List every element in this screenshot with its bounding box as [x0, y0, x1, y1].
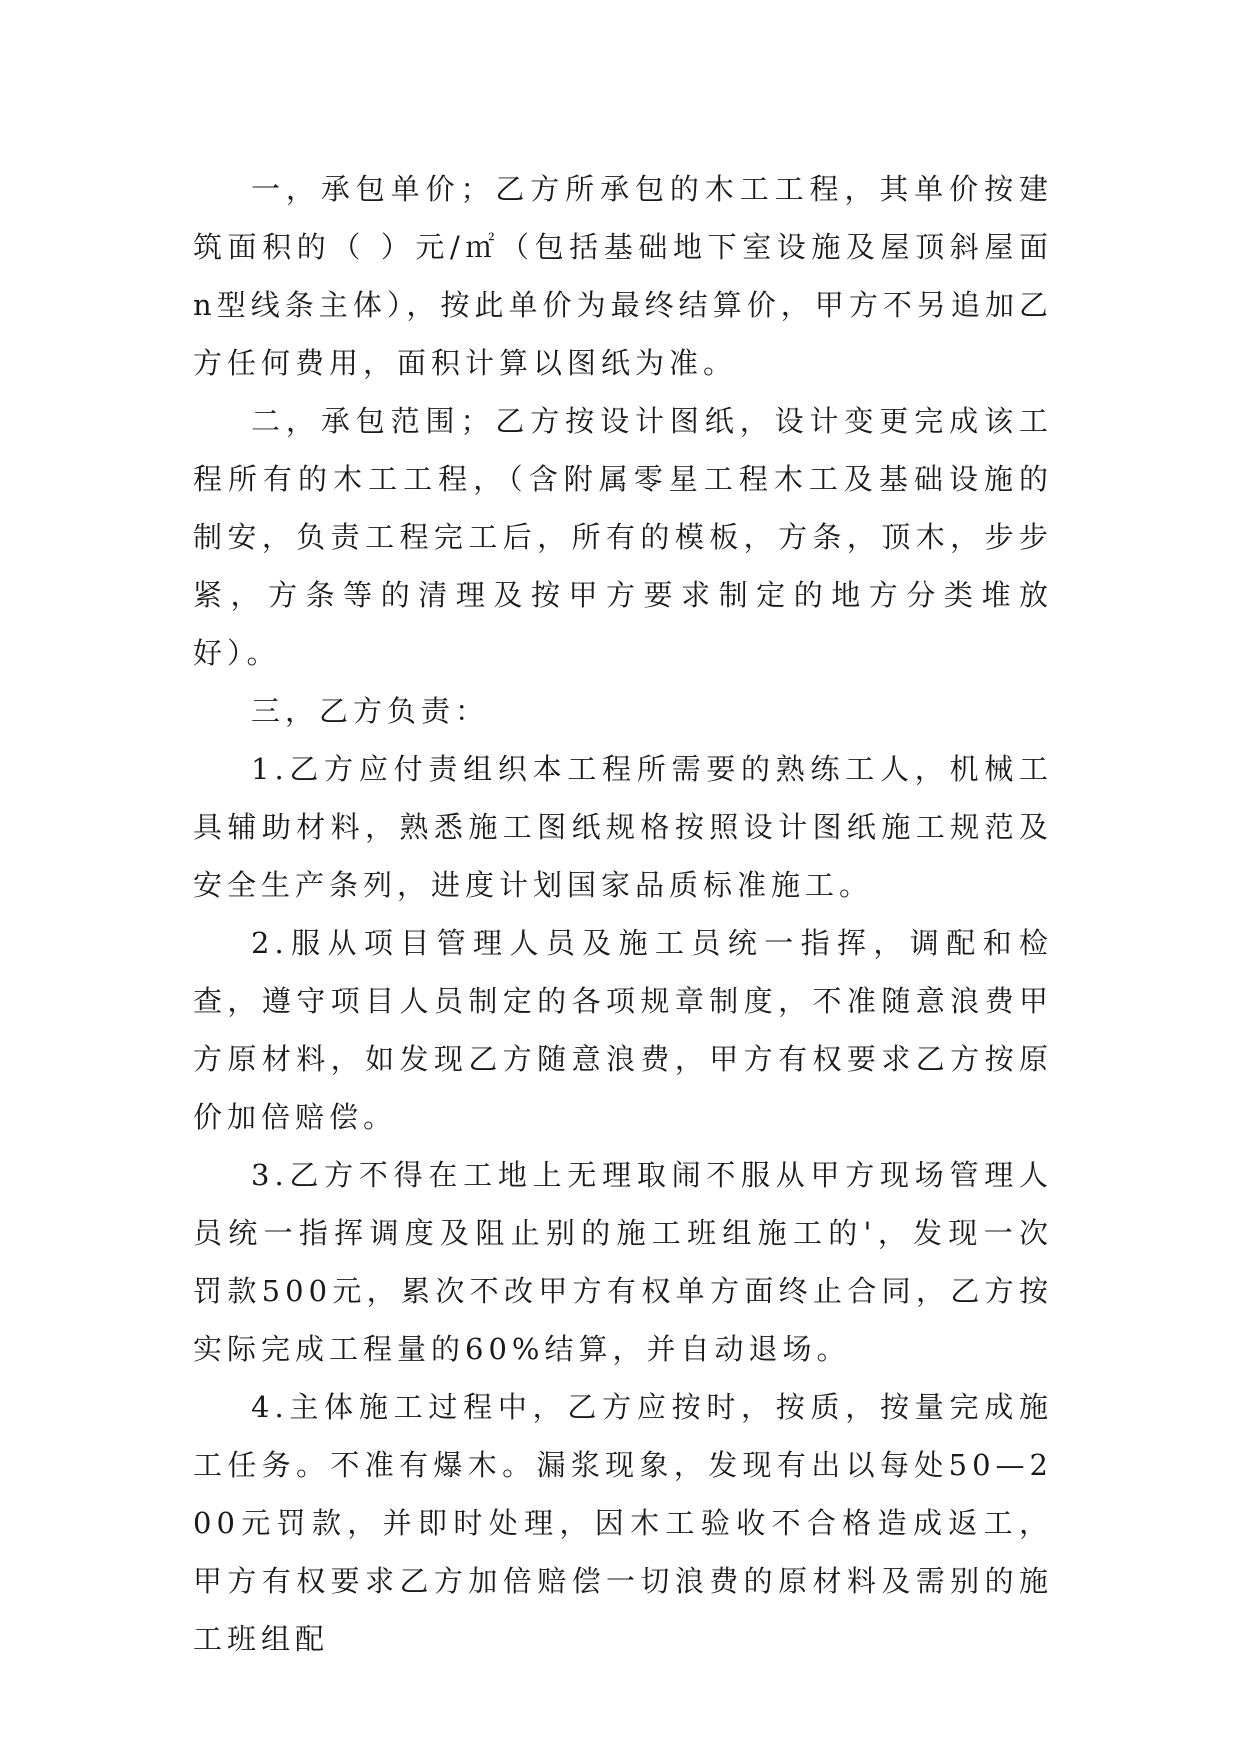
- clause-responsibilities-heading: 三，乙方负责：: [251, 694, 490, 728]
- clause-unit-price: 一，承包单价；乙方所承包的木工工程，其单价按建筑面积的（ ）元/㎡（包括基础地下室设施及屋顶斜屋面n型线条主体），按此单价为最终结算价，甲方不另追加乙方任何费用，面积计算以图纸为准。: [193, 172, 1053, 380]
- clause-item-3: 3.乙方不得在工地上无理取闹不服从甲方现场管理人员统一指挥调度及阻止别的施工班组施工的'，发现一次罚款500元，累次不改甲方有权单方面终止合同，乙方按实际完成工程量的60%结算，并自动退场。: [193, 1158, 1053, 1366]
- clause-item-1: 1.乙方应付责组织本工程所需要的熟练工人，机械工具辅助材料，熟悉施工图纸规格按照设计图纸施工规范及安全生产条列，进度计划国家品质标准施工。: [193, 752, 1053, 902]
- document-body: [193, 160, 1053, 1668]
- clause-item-2: 2.服从项目管理人员及施工员统一指挥，调配和检查，遵守项目人员制定的各项规章制度，不准随意浪费甲方原材料，如发现乙方随意浪费，甲方有权要求乙方按原价加倍赔偿。: [193, 926, 1053, 1134]
- clause-scope: 二，承包范围；乙方按设计图纸，设计变更完成该工程所有的木工工程，（含附属零星工程木工及基础设施的制安，负责工程完工后，所有的模板，方条，顶木，步步紧，方条等的清理及按甲方要求制定的地方分类堆放好）。: [193, 404, 1053, 670]
- clause-item-4: 4.主体施工过程中，乙方应按时，按质，按量完成施工任务。不准有爆木。漏浆现象，发现有出以每处50—200元罚款，并即时处理，因木工验收不合格造成返工，甲方有权要求乙方加倍赔偿一切浪费的原材料及需别的施工班组配: [193, 1390, 1053, 1656]
